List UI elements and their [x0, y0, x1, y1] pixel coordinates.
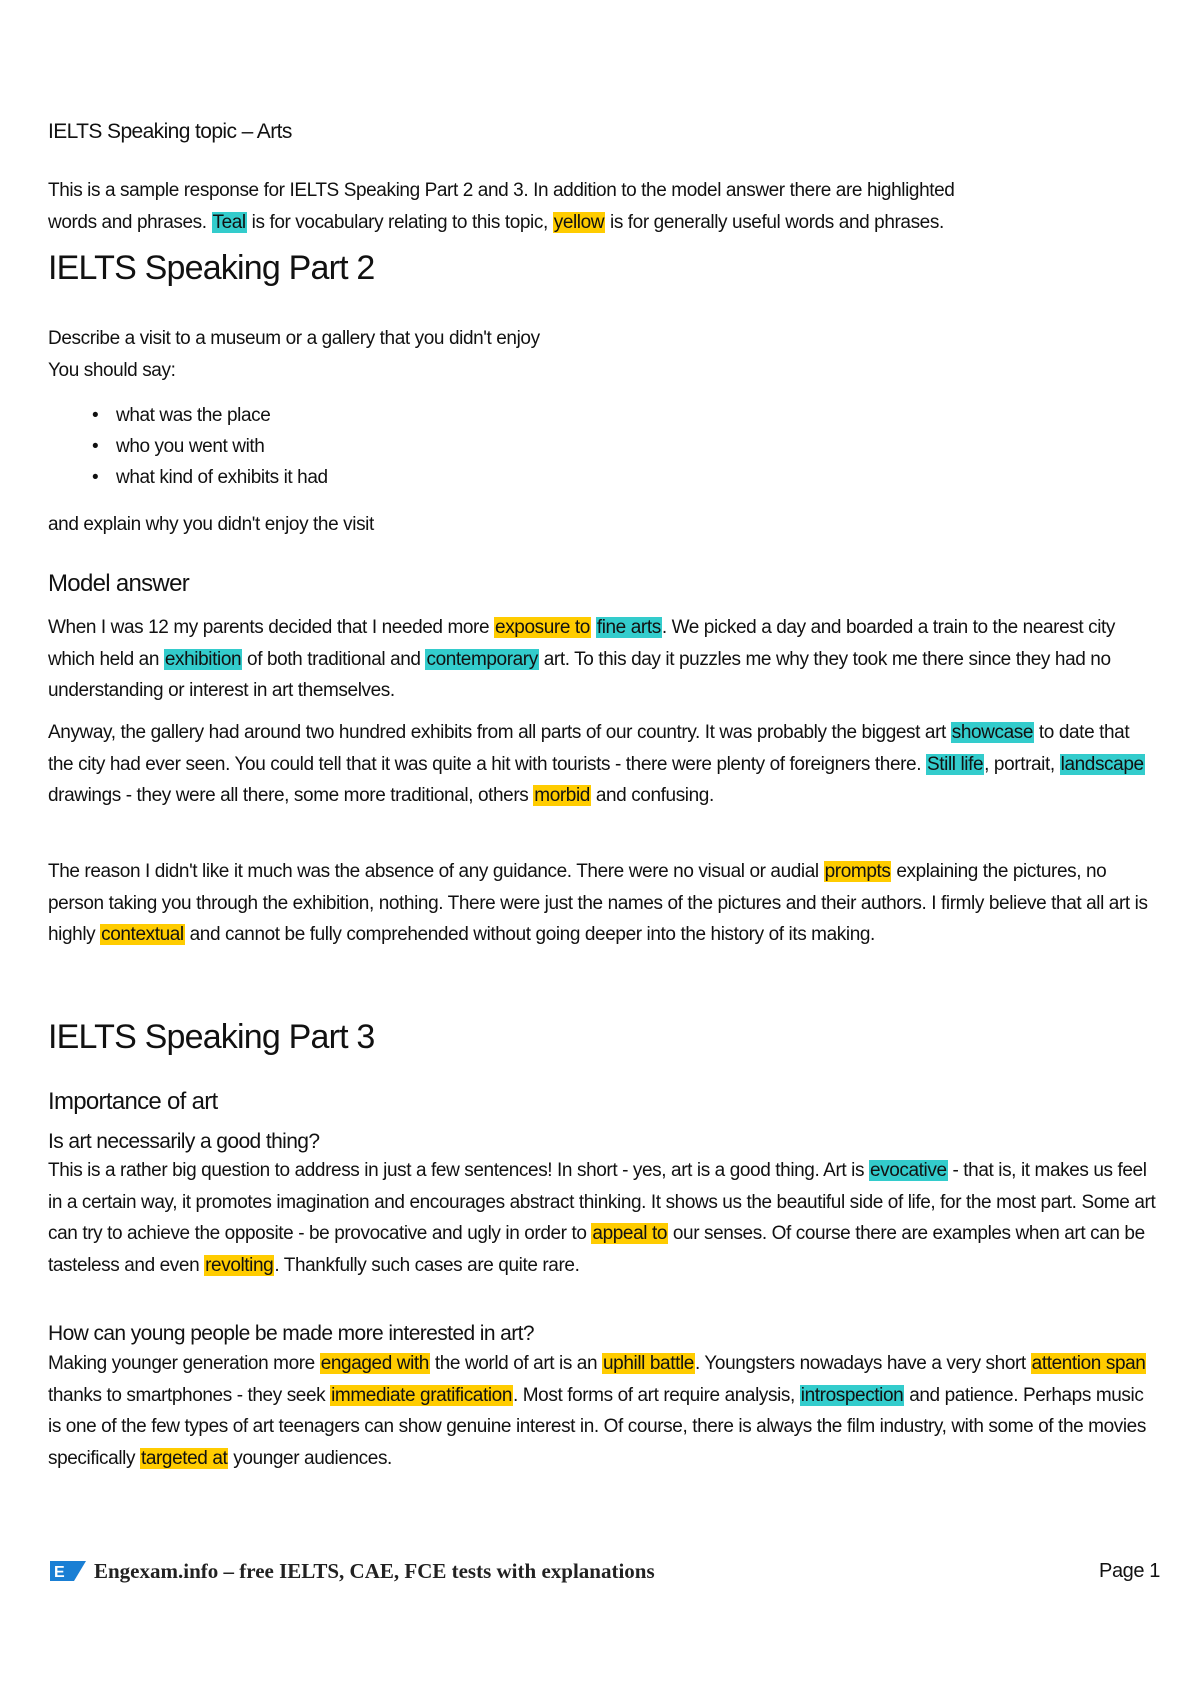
prompt-item: • who you went with — [48, 431, 328, 462]
prompt-item: • what was the place — [48, 400, 328, 431]
yellow-highlight: contextual — [101, 924, 184, 945]
prompt-item: • what kind of exhibits it had — [48, 462, 328, 493]
part2-heading: IELTS Speaking Part 2 — [48, 249, 375, 287]
part2-prompt-list — [48, 400, 328, 493]
svg-text:E: E — [54, 1564, 65, 1581]
model-answer-paragraph: Anyway, the gallery had around two hundred exhibits from all parts of our country. It was probably the biggest art showcase to date that the city had ever seen. You could tell that it was quite a hit with tourists - there were plenty of foreigners there. Still life, portrait, landscape drawings - they were all there, some more traditional, others morbid and confusing. — [48, 722, 1144, 806]
footer-site-text: Engexam.info – free IELTS, CAE, FCE tests with explanations — [94, 1559, 655, 1583]
yellow-highlight: attention span — [1031, 1353, 1146, 1374]
part3-subheading: Importance of art — [48, 1088, 218, 1115]
teal-highlight: evocative — [869, 1160, 947, 1181]
teal-legend-label: Teal — [212, 212, 246, 233]
part2-task: Describe a visit to a museum or a gallery that you didn't enjoy You should say: — [48, 328, 540, 381]
yellow-highlight: immediate gratification — [331, 1384, 512, 1406]
page-number: Page 1 — [1099, 1560, 1160, 1582]
intro-paragraph: This is a sample response for IELTS Speaking Part 2 and 3. In addition to the model answer there are highlighted words and phrases. Teal is for vocabulary relating to this topic, yellow is for generally useful words and phrases. — [48, 180, 955, 233]
yellow-legend-label: yellow — [553, 212, 605, 233]
teal-highlight: contemporary — [426, 648, 538, 670]
part3-question: Is art necessarily a good thing? — [48, 1130, 320, 1153]
teal-highlight: showcase — [951, 722, 1034, 743]
teal-highlight: fine arts — [596, 617, 661, 638]
yellow-highlight: revolting — [205, 1254, 274, 1276]
yellow-highlight: prompts — [824, 861, 891, 882]
model-answer-heading: Model answer — [48, 570, 190, 597]
yellow-highlight: exposure to — [495, 617, 590, 638]
yellow-highlight: engaged with — [320, 1353, 429, 1374]
yellow-highlight: morbid — [534, 785, 590, 806]
part2-explain: and explain why you didn't enjoy the visit — [48, 514, 374, 535]
model-answer-paragraph: When I was 12 my parents decided that I needed more exposure to fine arts. We picked a day and boarded a train to the nearest city which held an exhibition of both traditional and contemporary art. To this day it puzzles me why they took me there since they had no understanding or interest in art themselves. — [48, 617, 1116, 701]
teal-highlight: exhibition — [164, 648, 242, 670]
page-footer — [50, 1556, 1160, 1586]
teal-highlight: Still life — [926, 753, 984, 775]
yellow-highlight: appeal to — [592, 1223, 667, 1244]
yellow-highlight: uphill battle — [603, 1353, 694, 1374]
part3-answer: Making younger generation more engaged with the world of art is an uphill battle. Youngsters nowadays have a very short attention span thanks to smartphones - they seek immediate gratification. Most forms of art require analysis, introspection and patience. Perhaps music is one of the few types of art teenagers can show genuine interest in. Of course, there is always the film industry, with some of the movies specifically targeted at younger audiences. — [48, 1353, 1146, 1469]
part3-heading: IELTS Speaking Part 3 — [48, 1018, 375, 1056]
part3-question: How can young people be made more interested in art? — [48, 1322, 534, 1345]
teal-highlight: introspection — [800, 1384, 904, 1406]
yellow-highlight: targeted at — [140, 1447, 228, 1469]
document-title: IELTS Speaking topic – Arts — [48, 120, 292, 143]
model-answer-paragraph: The reason I didn't like it much was the absence of any guidance. There were no visual or audial prompts explaining the pictures, no person taking you through the exhibition, nothing. There were just the names of the pictures and their authors. I firmly believe that all art is highly contextual and cannot be fully comprehended without going deeper into the history of its making. — [48, 861, 1148, 945]
part3-answer: This is a rather big question to address in just a few sentences! In short - yes, art is a good thing. Art is evocative - that is, it makes us feel in a certain way, it promotes imagination and encourages abstract thinking. It shows us the beautiful side of life, for the most part. Some art can try to achieve the opposite - be provocative and ugly in order to appeal to our senses. Of course there are examples when art can be tasteless and even revolting. Thankfully such cases are quite rare. — [48, 1160, 1156, 1276]
teal-highlight: landscape — [1060, 753, 1144, 775]
engexam-logo-icon — [50, 1561, 86, 1581]
